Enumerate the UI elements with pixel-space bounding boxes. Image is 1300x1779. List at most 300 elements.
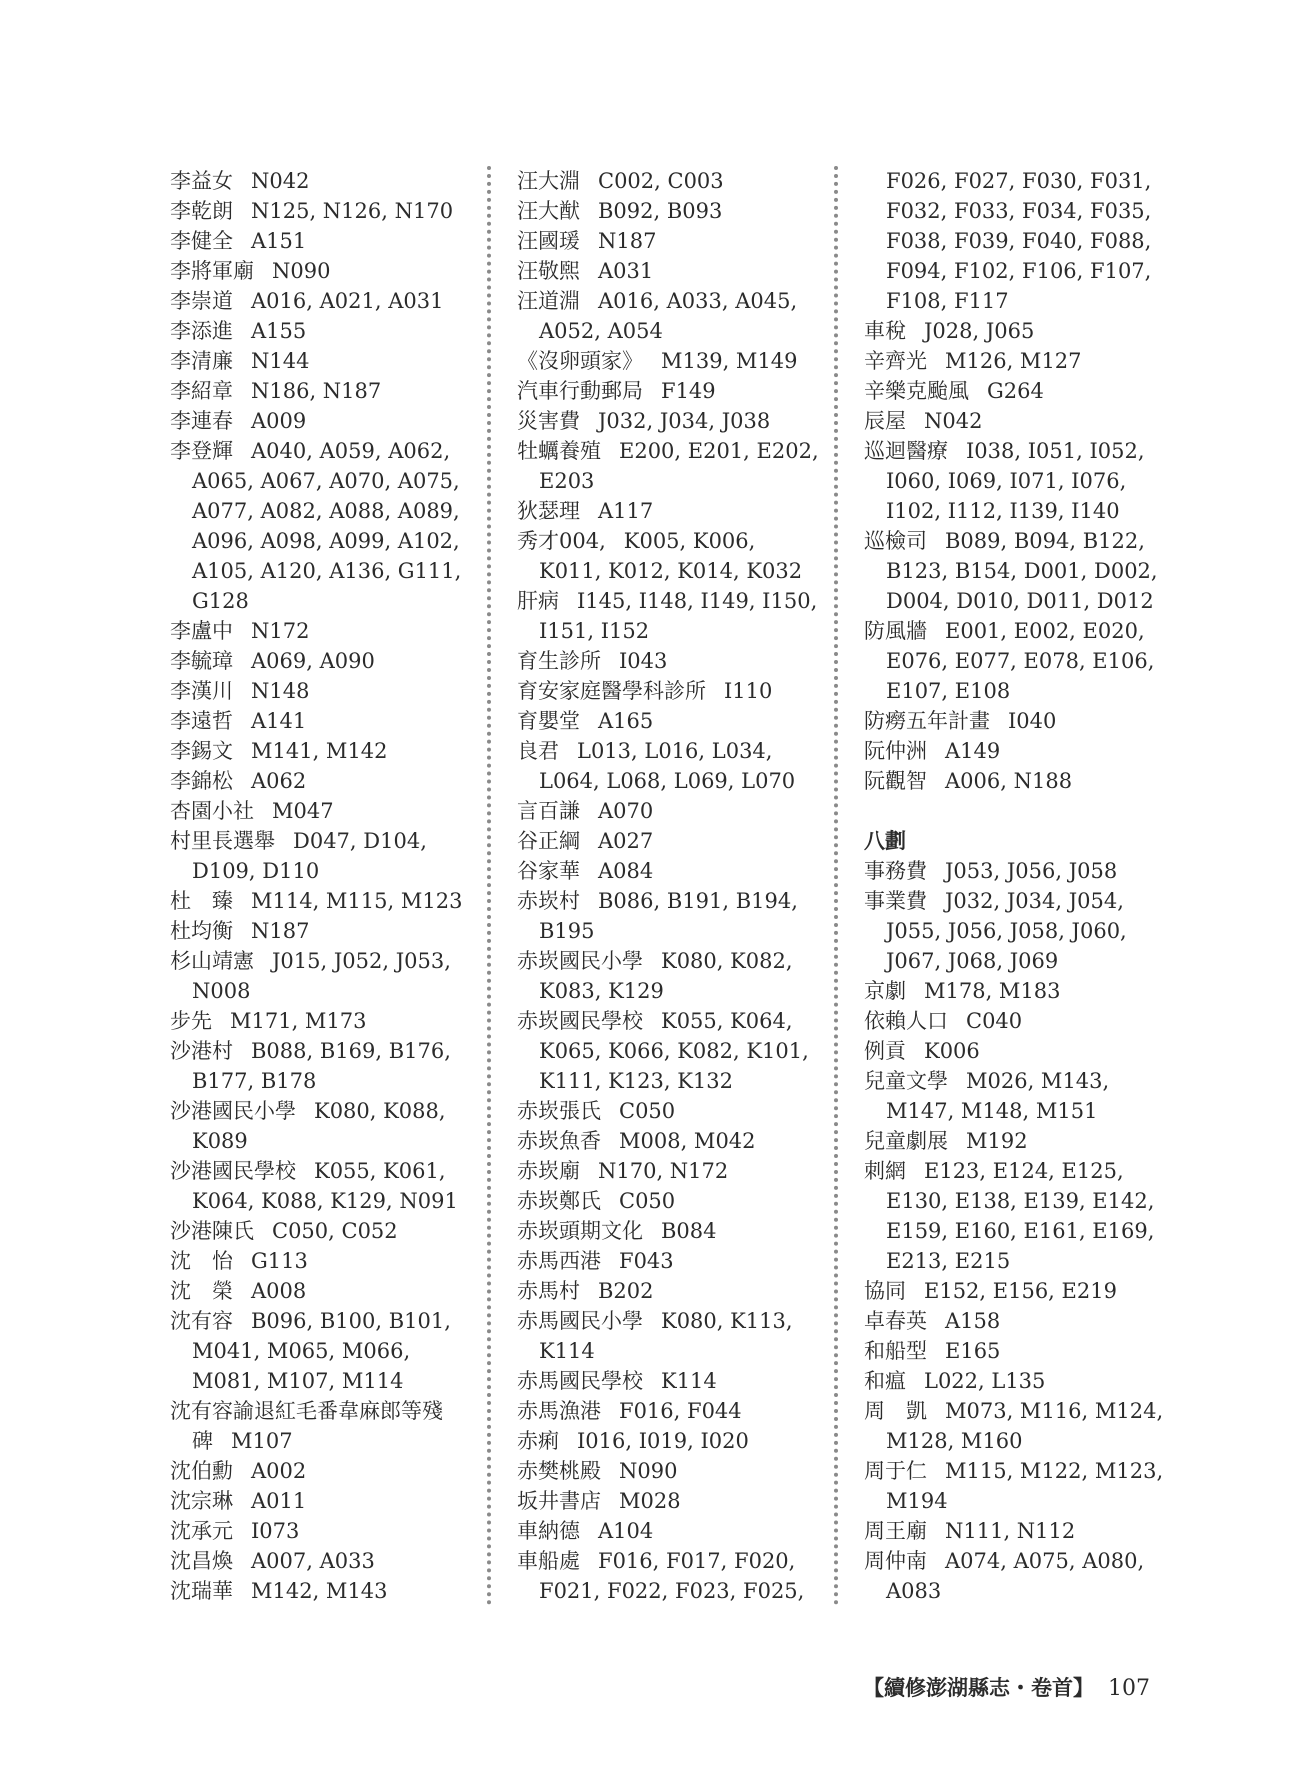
index-term: 防癆五年計畫 — [864, 709, 990, 733]
page-number: 107 — [1108, 1676, 1150, 1701]
index-term: 事務費 — [864, 859, 927, 883]
index-refs: A027 — [598, 829, 654, 853]
index-refs: A084 — [598, 859, 654, 883]
index-term: 赤痢 — [517, 1429, 559, 1453]
index-entry — [517, 706, 822, 736]
index-term: 赤崁鄭氏 — [517, 1189, 601, 1213]
index-refs: F043 — [619, 1249, 674, 1273]
index-entry — [864, 406, 1174, 436]
index-refs: M141, M142 — [251, 739, 388, 763]
section-heading: 八劃 — [864, 828, 906, 853]
index-term: 周于仁 — [864, 1459, 927, 1483]
index-term: 辛齊光 — [864, 349, 927, 373]
index-entry — [517, 436, 822, 496]
index-entry — [170, 616, 475, 646]
index-term: 沈承元 — [170, 1519, 233, 1543]
index-refs: N090 — [272, 259, 331, 283]
index-entry — [864, 1306, 1174, 1336]
index-entry — [517, 286, 822, 346]
index-term: 赤崁村 — [517, 889, 580, 913]
index-entry — [170, 1516, 475, 1546]
index-term: 車船處 — [517, 1549, 580, 1573]
index-term: 狄瑟理 — [517, 499, 580, 523]
index-term: 李毓璋 — [170, 649, 233, 673]
index-refs: C050, C052 — [272, 1219, 398, 1243]
index-term: 赤崁國民小學 — [517, 949, 643, 973]
index-entry — [864, 1516, 1174, 1546]
index-entry — [170, 256, 475, 286]
index-refs: M073, M116, M124, M128, M160 — [886, 1399, 1164, 1453]
index-term: 周 凱 — [864, 1399, 927, 1423]
index-term: 赤崁張氏 — [517, 1099, 601, 1123]
index-term: 車納德 — [517, 1519, 580, 1543]
column-divider — [487, 166, 491, 1606]
index-term: 李漢川 — [170, 679, 233, 703]
index-term: 杉山靖憲 — [170, 949, 254, 973]
index-term: 杏園小社 — [170, 799, 254, 823]
index-entry — [517, 1006, 822, 1096]
index-refs: M178, M183 — [924, 979, 1061, 1003]
index-term: 牡蠣養殖 — [517, 439, 601, 463]
index-refs: K055, K061, K064, K088, K129, N091 — [192, 1159, 458, 1213]
index-term: 赤馬國民學校 — [517, 1369, 643, 1393]
index-term: 阮仲洲 — [864, 739, 927, 763]
index-refs: I145, I148, I149, I150, I151, I152 — [539, 589, 818, 643]
index-entry — [170, 1216, 475, 1246]
index-refs: A040, A059, A062, A065, A067, A070, A075, A077, A082, A088, A089, A096, A098, A099, A102, A105, A120, A136, G111, G128 — [192, 439, 462, 613]
index-refs: M026, M143, M147, M148, M151 — [886, 1069, 1110, 1123]
index-column-3 — [864, 166, 1174, 1606]
index-entry — [170, 1246, 475, 1276]
index-refs: M142, M143 — [251, 1579, 388, 1603]
index-term: 沈宗琳 — [170, 1489, 233, 1513]
index-entry — [170, 376, 475, 406]
index-entry — [170, 346, 475, 376]
index-term: 京劇 — [864, 979, 906, 1003]
index-term: 巡檢司 — [864, 529, 927, 553]
index-refs: N187 — [251, 919, 310, 943]
index-entry — [864, 316, 1174, 346]
index-term: 《沒卵頭家》 — [517, 349, 643, 373]
index-entry — [170, 1156, 475, 1216]
index-refs: N090 — [619, 1459, 678, 1483]
index-entry — [170, 1276, 475, 1306]
index-refs: J015, J052, J053, N008 — [192, 949, 451, 1003]
index-term: 李遠哲 — [170, 709, 233, 733]
index-term: 例貢 — [864, 1039, 906, 1063]
index-entry — [517, 1396, 822, 1426]
index-refs: M047 — [272, 799, 334, 823]
index-entry — [517, 496, 822, 526]
index-refs: A069, A090 — [251, 649, 375, 673]
index-term: 李登輝 — [170, 439, 233, 463]
index-term: 沈昌煥 — [170, 1549, 233, 1573]
index-refs: B089, B094, B122, B123, B154, D001, D002, D004, D010, D011, D012 — [886, 529, 1158, 613]
index-refs: A008 — [251, 1279, 307, 1303]
index-entry — [864, 526, 1174, 616]
index-entry — [864, 1066, 1174, 1126]
index-entry — [864, 1336, 1174, 1366]
index-refs: N187 — [598, 229, 657, 253]
index-term: 事業費 — [864, 889, 927, 913]
index-term: 李乾朗 — [170, 199, 233, 223]
index-term: 汪道淵 — [517, 289, 580, 313]
index-entry — [170, 1576, 475, 1606]
index-term: 赤馬西港 — [517, 1249, 601, 1273]
index-refs: A007, A033 — [251, 1549, 375, 1573]
index-refs: A070 — [598, 799, 654, 823]
index-refs: A151 — [251, 229, 307, 253]
index-entry — [170, 826, 475, 886]
index-term: 言百謙 — [517, 799, 580, 823]
index-term: 沈有容諭退紅毛番韋麻郎等殘碑 — [170, 1399, 443, 1453]
index-term: 沈 怡 — [170, 1249, 233, 1273]
index-refs: C050 — [619, 1189, 676, 1213]
index-column-2 — [517, 166, 822, 1606]
index-entry — [517, 166, 822, 196]
index-entry — [170, 1036, 475, 1096]
index-term: 李錦松 — [170, 769, 233, 793]
index-entry — [864, 766, 1174, 796]
index-entry — [170, 916, 475, 946]
book-title: 【續修澎湖縣志・卷首】 — [863, 1675, 1094, 1700]
index-entry — [517, 346, 822, 376]
index-refs: B202 — [598, 1279, 654, 1303]
index-refs: N144 — [251, 349, 310, 373]
index-refs: A011 — [251, 1489, 307, 1513]
index-refs: A002 — [251, 1459, 307, 1483]
index-refs: K080, K113, K114 — [539, 1309, 793, 1363]
index-term: 辛樂克颱風 — [864, 379, 969, 403]
index-refs: C002, C003 — [598, 169, 724, 193]
index-entry — [170, 676, 475, 706]
index-refs: J032, J034, J054, J055, J056, J058, J060, J067, J068, J069 — [886, 889, 1127, 973]
index-entry — [517, 1096, 822, 1126]
index-refs: I038, I051, I052, I060, I069, I071, I076, I102, I112, I139, I140 — [886, 439, 1145, 523]
index-refs: A155 — [251, 319, 307, 343]
index-entry — [170, 436, 475, 616]
index-refs: E200, E201, E202, E203 — [539, 439, 819, 493]
index-refs: A009 — [251, 409, 307, 433]
index-refs: B084 — [661, 1219, 717, 1243]
index-entry — [517, 1516, 822, 1546]
index-entry — [517, 826, 822, 856]
index-term: 李連春 — [170, 409, 233, 433]
index-term: 李盧中 — [170, 619, 233, 643]
index-term: 車稅 — [864, 319, 906, 343]
index-entry — [517, 1126, 822, 1156]
index-refs: F016, F017, F020, F021, F022, F023, F025, — [539, 1549, 805, 1603]
index-entry — [864, 736, 1174, 766]
index-refs: B096, B100, B101, M041, M065, M066, M081, M107, M114 — [192, 1309, 451, 1393]
index-entry — [864, 166, 1174, 316]
index-entry — [864, 706, 1174, 736]
index-term: 和瘟 — [864, 1369, 906, 1393]
index-term: 谷家華 — [517, 859, 580, 883]
column-divider — [834, 166, 838, 1606]
index-refs: K080, K088, K089 — [192, 1099, 446, 1153]
index-refs: J028, J065 — [924, 319, 1035, 343]
index-refs: M028 — [619, 1489, 681, 1513]
index-entry — [517, 376, 822, 406]
index-term: 沙港國民小學 — [170, 1099, 296, 1123]
index-term: 周王廟 — [864, 1519, 927, 1543]
index-refs: M171, M173 — [230, 1009, 367, 1033]
index-refs: A062 — [251, 769, 307, 793]
index-entry — [170, 1486, 475, 1516]
index-entry — [517, 526, 822, 586]
index-entry — [170, 736, 475, 766]
index-term: 杜 臻 — [170, 889, 233, 913]
index-refs: D047, D104, D109, D110 — [192, 829, 427, 883]
index-term: 汽車行動郵局 — [517, 379, 643, 403]
index-refs: I110 — [724, 679, 773, 703]
index-term: 赤樊桃殿 — [517, 1459, 601, 1483]
index-entry — [170, 196, 475, 226]
index-term: 沙港陳氏 — [170, 1219, 254, 1243]
index-refs: M114, M115, M123 — [251, 889, 463, 913]
index-entry — [864, 1396, 1174, 1456]
index-term: 赤崁頭期文化 — [517, 1219, 643, 1243]
index-entry — [170, 226, 475, 256]
index-entry — [864, 886, 1174, 976]
index-term: 育嬰堂 — [517, 709, 580, 733]
index-term: 赤馬國民小學 — [517, 1309, 643, 1333]
index-refs: C050 — [619, 1099, 676, 1123]
index-term: 李益女 — [170, 169, 233, 193]
index-term: 李紹章 — [170, 379, 233, 403]
index-entry — [170, 166, 475, 196]
index-entry — [517, 646, 822, 676]
index-refs: A006, N188 — [945, 769, 1073, 793]
index-term: 李錫文 — [170, 739, 233, 763]
index-term: 兒童劇展 — [864, 1129, 948, 1153]
index-term: 協同 — [864, 1279, 906, 1303]
index-entry — [864, 1126, 1174, 1156]
index-term: 沙港村 — [170, 1039, 233, 1063]
index-refs: G113 — [251, 1249, 308, 1273]
index-refs: M008, M042 — [619, 1129, 756, 1153]
index-entry — [170, 796, 475, 826]
index-term: 沈伯勳 — [170, 1459, 233, 1483]
index-refs: M126, M127 — [945, 349, 1082, 373]
index-refs: I016, I019, I020 — [577, 1429, 749, 1453]
index-entry — [517, 1426, 822, 1456]
index-entry — [864, 1546, 1174, 1606]
index-term: 卓春英 — [864, 1309, 927, 1333]
index-refs: K080, K082, K083, K129 — [539, 949, 793, 1003]
index-entry — [170, 286, 475, 316]
index-term: 村里長選舉 — [170, 829, 275, 853]
index-refs: A031 — [598, 259, 654, 283]
index-entry — [517, 1156, 822, 1186]
index-entry — [864, 1156, 1174, 1276]
index-term: 李將軍廟 — [170, 259, 254, 283]
index-term: 辰屋 — [864, 409, 906, 433]
index-term: 沙港國民學校 — [170, 1159, 296, 1183]
index-entry — [170, 1306, 475, 1396]
index-term: 步先 — [170, 1009, 212, 1033]
index-entry — [170, 646, 475, 676]
index-term: 兒童文學 — [864, 1069, 948, 1093]
index-entry — [170, 1546, 475, 1576]
index-refs: J053, J056, J058 — [945, 859, 1118, 883]
index-refs: N042 — [924, 409, 983, 433]
index-term: 災害費 — [517, 409, 580, 433]
index-refs: M115, M122, M123, M194 — [886, 1459, 1164, 1513]
index-refs: F149 — [661, 379, 716, 403]
index-entry — [517, 1546, 822, 1606]
index-entry — [170, 886, 475, 916]
index-entry — [517, 1486, 822, 1516]
index-term: 谷正綱 — [517, 829, 580, 853]
index-entry — [864, 1006, 1174, 1036]
index-entry — [517, 586, 822, 646]
index-term: 沈 榮 — [170, 1279, 233, 1303]
index-term: 秀才004, — [517, 529, 606, 553]
index-entry — [864, 346, 1174, 376]
index-entry — [864, 1366, 1174, 1396]
index-refs: A158 — [945, 1309, 1001, 1333]
index-entry — [170, 1096, 475, 1156]
index-entry — [170, 316, 475, 346]
index-refs: G264 — [987, 379, 1044, 403]
index-refs: N172 — [251, 619, 310, 643]
index-term: 赤崁廟 — [517, 1159, 580, 1183]
index-entry — [864, 1036, 1174, 1066]
index-refs: A117 — [598, 499, 654, 523]
index-entry — [170, 1006, 475, 1036]
index-refs: N186, N187 — [251, 379, 382, 403]
index-term: 杜均衡 — [170, 919, 233, 943]
index-refs: A016, A033, A045, A052, A054 — [539, 289, 798, 343]
index-term: 刺網 — [864, 1159, 906, 1183]
index-refs: I040 — [1008, 709, 1057, 733]
index-term: 育安家庭醫學科診所 — [517, 679, 706, 703]
index-refs: B088, B169, B176, B177, B178 — [192, 1039, 451, 1093]
index-term: 肝病 — [517, 589, 559, 613]
index-refs: M192 — [966, 1129, 1028, 1153]
index-entry — [517, 196, 822, 226]
index-entry — [517, 226, 822, 256]
index-refs: I073 — [251, 1519, 300, 1543]
index-entry — [517, 1216, 822, 1246]
index-entry — [864, 976, 1174, 1006]
index-refs: N125, N126, N170 — [251, 199, 454, 223]
index-refs: I043 — [619, 649, 668, 673]
index-entry — [517, 256, 822, 286]
index-refs: B086, B191, B194, B195 — [539, 889, 798, 943]
index-entry — [170, 1456, 475, 1486]
index-entry — [517, 736, 822, 796]
index-entry — [864, 616, 1174, 706]
index-refs: J032, J034, J038 — [598, 409, 771, 433]
index-refs: C040 — [966, 1009, 1023, 1033]
index-term: 依賴人口 — [864, 1009, 948, 1033]
index-entry — [517, 406, 822, 436]
index-refs: B092, B093 — [598, 199, 723, 223]
page-footer — [863, 1672, 1150, 1702]
index-refs: F026, F027, F030, F031, F032, F033, F034, F035, F038, F039, F040, F088, F094, F102, F106, F107, F108, F117 — [886, 169, 1152, 313]
index-entry — [864, 1276, 1174, 1306]
index-term: 李添進 — [170, 319, 233, 343]
index-entry — [170, 406, 475, 436]
index-term: 良君 — [517, 739, 559, 763]
index-term: 汪大淵 — [517, 169, 580, 193]
index-refs: A016, A021, A031 — [251, 289, 444, 313]
index-term: 和船型 — [864, 1339, 927, 1363]
index-refs: K006 — [924, 1039, 980, 1063]
index-entry — [517, 1186, 822, 1216]
index-entry — [517, 1246, 822, 1276]
index-refs: L013, L016, L034, L064, L068, L069, L070 — [539, 739, 796, 793]
index-term: 赤崁魚香 — [517, 1129, 601, 1153]
index-refs: N148 — [251, 679, 310, 703]
index-refs: K005, K006, K011, K012, K014, K032 — [539, 529, 803, 583]
index-term: 周仲南 — [864, 1549, 927, 1573]
index-term: 赤崁國民學校 — [517, 1009, 643, 1033]
index-entry — [517, 1366, 822, 1396]
index-entry — [864, 1456, 1174, 1516]
index-entry — [170, 946, 475, 1006]
index-entry — [517, 676, 822, 706]
index-term: 沈有容 — [170, 1309, 233, 1333]
index-entry — [517, 796, 822, 826]
index-refs: K055, K064, K065, K066, K082, K101, K111, K123, K132 — [539, 1009, 809, 1093]
index-term: 育生診所 — [517, 649, 601, 673]
index-term: 李健全 — [170, 229, 233, 253]
index-refs: E152, E156, E219 — [924, 1279, 1117, 1303]
index-entry — [517, 886, 822, 946]
index-entry — [864, 376, 1174, 406]
index-term: 汪大猷 — [517, 199, 580, 223]
index-refs: K114 — [661, 1369, 717, 1393]
index-refs: M139, M149 — [661, 349, 798, 373]
index-refs: A165 — [598, 709, 654, 733]
index-entry — [517, 1456, 822, 1486]
index-term: 赤馬村 — [517, 1279, 580, 1303]
index-term: 防風牆 — [864, 619, 927, 643]
index-entry — [864, 436, 1174, 526]
index-refs: A074, A075, A080, A083 — [886, 1549, 1145, 1603]
index-refs: A141 — [251, 709, 307, 733]
index-term: 李清廉 — [170, 349, 233, 373]
index-entry — [517, 1306, 822, 1366]
index-refs: N170, N172 — [598, 1159, 729, 1183]
index-term: 沈瑞華 — [170, 1579, 233, 1603]
index-refs: M107 — [231, 1429, 293, 1453]
index-entry — [517, 1276, 822, 1306]
index-refs: F016, F044 — [619, 1399, 742, 1423]
index-term: 汪國瑗 — [517, 229, 580, 253]
index-entry — [170, 766, 475, 796]
index-term: 李崇道 — [170, 289, 233, 313]
index-refs: A149 — [945, 739, 1001, 763]
index-entry — [170, 1396, 475, 1456]
index-term: 赤馬漁港 — [517, 1399, 601, 1423]
index-refs: A104 — [598, 1519, 654, 1543]
index-refs: N042 — [251, 169, 310, 193]
index-refs: E165 — [945, 1339, 1001, 1363]
index-refs: E001, E002, E020, E076, E077, E078, E106, E107, E108 — [886, 619, 1155, 703]
index-entry — [864, 856, 1174, 886]
index-refs: L022, L135 — [924, 1369, 1046, 1393]
index-refs: N111, N112 — [945, 1519, 1076, 1543]
index-term: 巡迴醫療 — [864, 439, 948, 463]
index-column-1 — [170, 166, 475, 1606]
index-entry — [170, 706, 475, 736]
index-entry — [517, 856, 822, 886]
